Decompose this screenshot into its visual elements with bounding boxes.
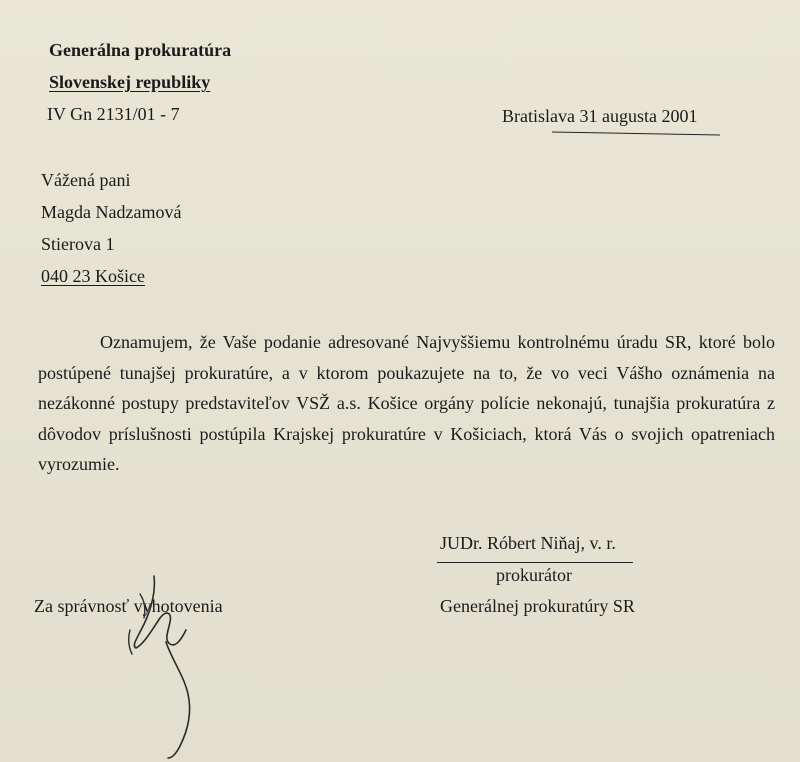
org-name-line2: Slovenskej republiky bbox=[49, 72, 211, 92]
signatory-name: JUDr. Róbert Niňaj, v. r. bbox=[440, 533, 616, 553]
letter-date: Bratislava 31 augusta 2001 bbox=[502, 106, 698, 126]
recipient-city: 040 23 Košice bbox=[41, 266, 145, 286]
recipient-salutation: Vážená pani bbox=[41, 170, 131, 190]
body-paragraph: Oznamujem, že Vaše podanie adresované Najvyššiemu kontrolnému úradu SR, ktoré bolo postúpené tunajšej prokuratúre, a v ktorom poukazujete na to, že vo veci Vášho oznámenia na nezákonné postupy predstaviteľov VSŽ a.s. Košice orgány polície nekonajú, tunajšia prokuratúra z dôvodov príslušnosti postúpila Krajskej prokuratúre v Košiciach, ktorá Vás o svojich opatreniach vyrozumie. bbox=[38, 332, 775, 474]
signature-line bbox=[437, 562, 633, 563]
handwritten-signature bbox=[110, 560, 220, 760]
date-underline bbox=[552, 132, 720, 136]
org-name-line1: Generálna prokuratúra bbox=[49, 40, 232, 60]
certification-label: Za správnosť vyhotovenia bbox=[34, 596, 223, 616]
signatory-office: Generálnej prokuratúry SR bbox=[440, 596, 635, 616]
recipient-street: Stierova 1 bbox=[41, 234, 115, 254]
signatory-title: prokurátor bbox=[496, 565, 572, 585]
reference-number: IV Gn 2131/01 - 7 bbox=[47, 104, 180, 124]
recipient-name: Magda Nadzamová bbox=[41, 202, 182, 222]
